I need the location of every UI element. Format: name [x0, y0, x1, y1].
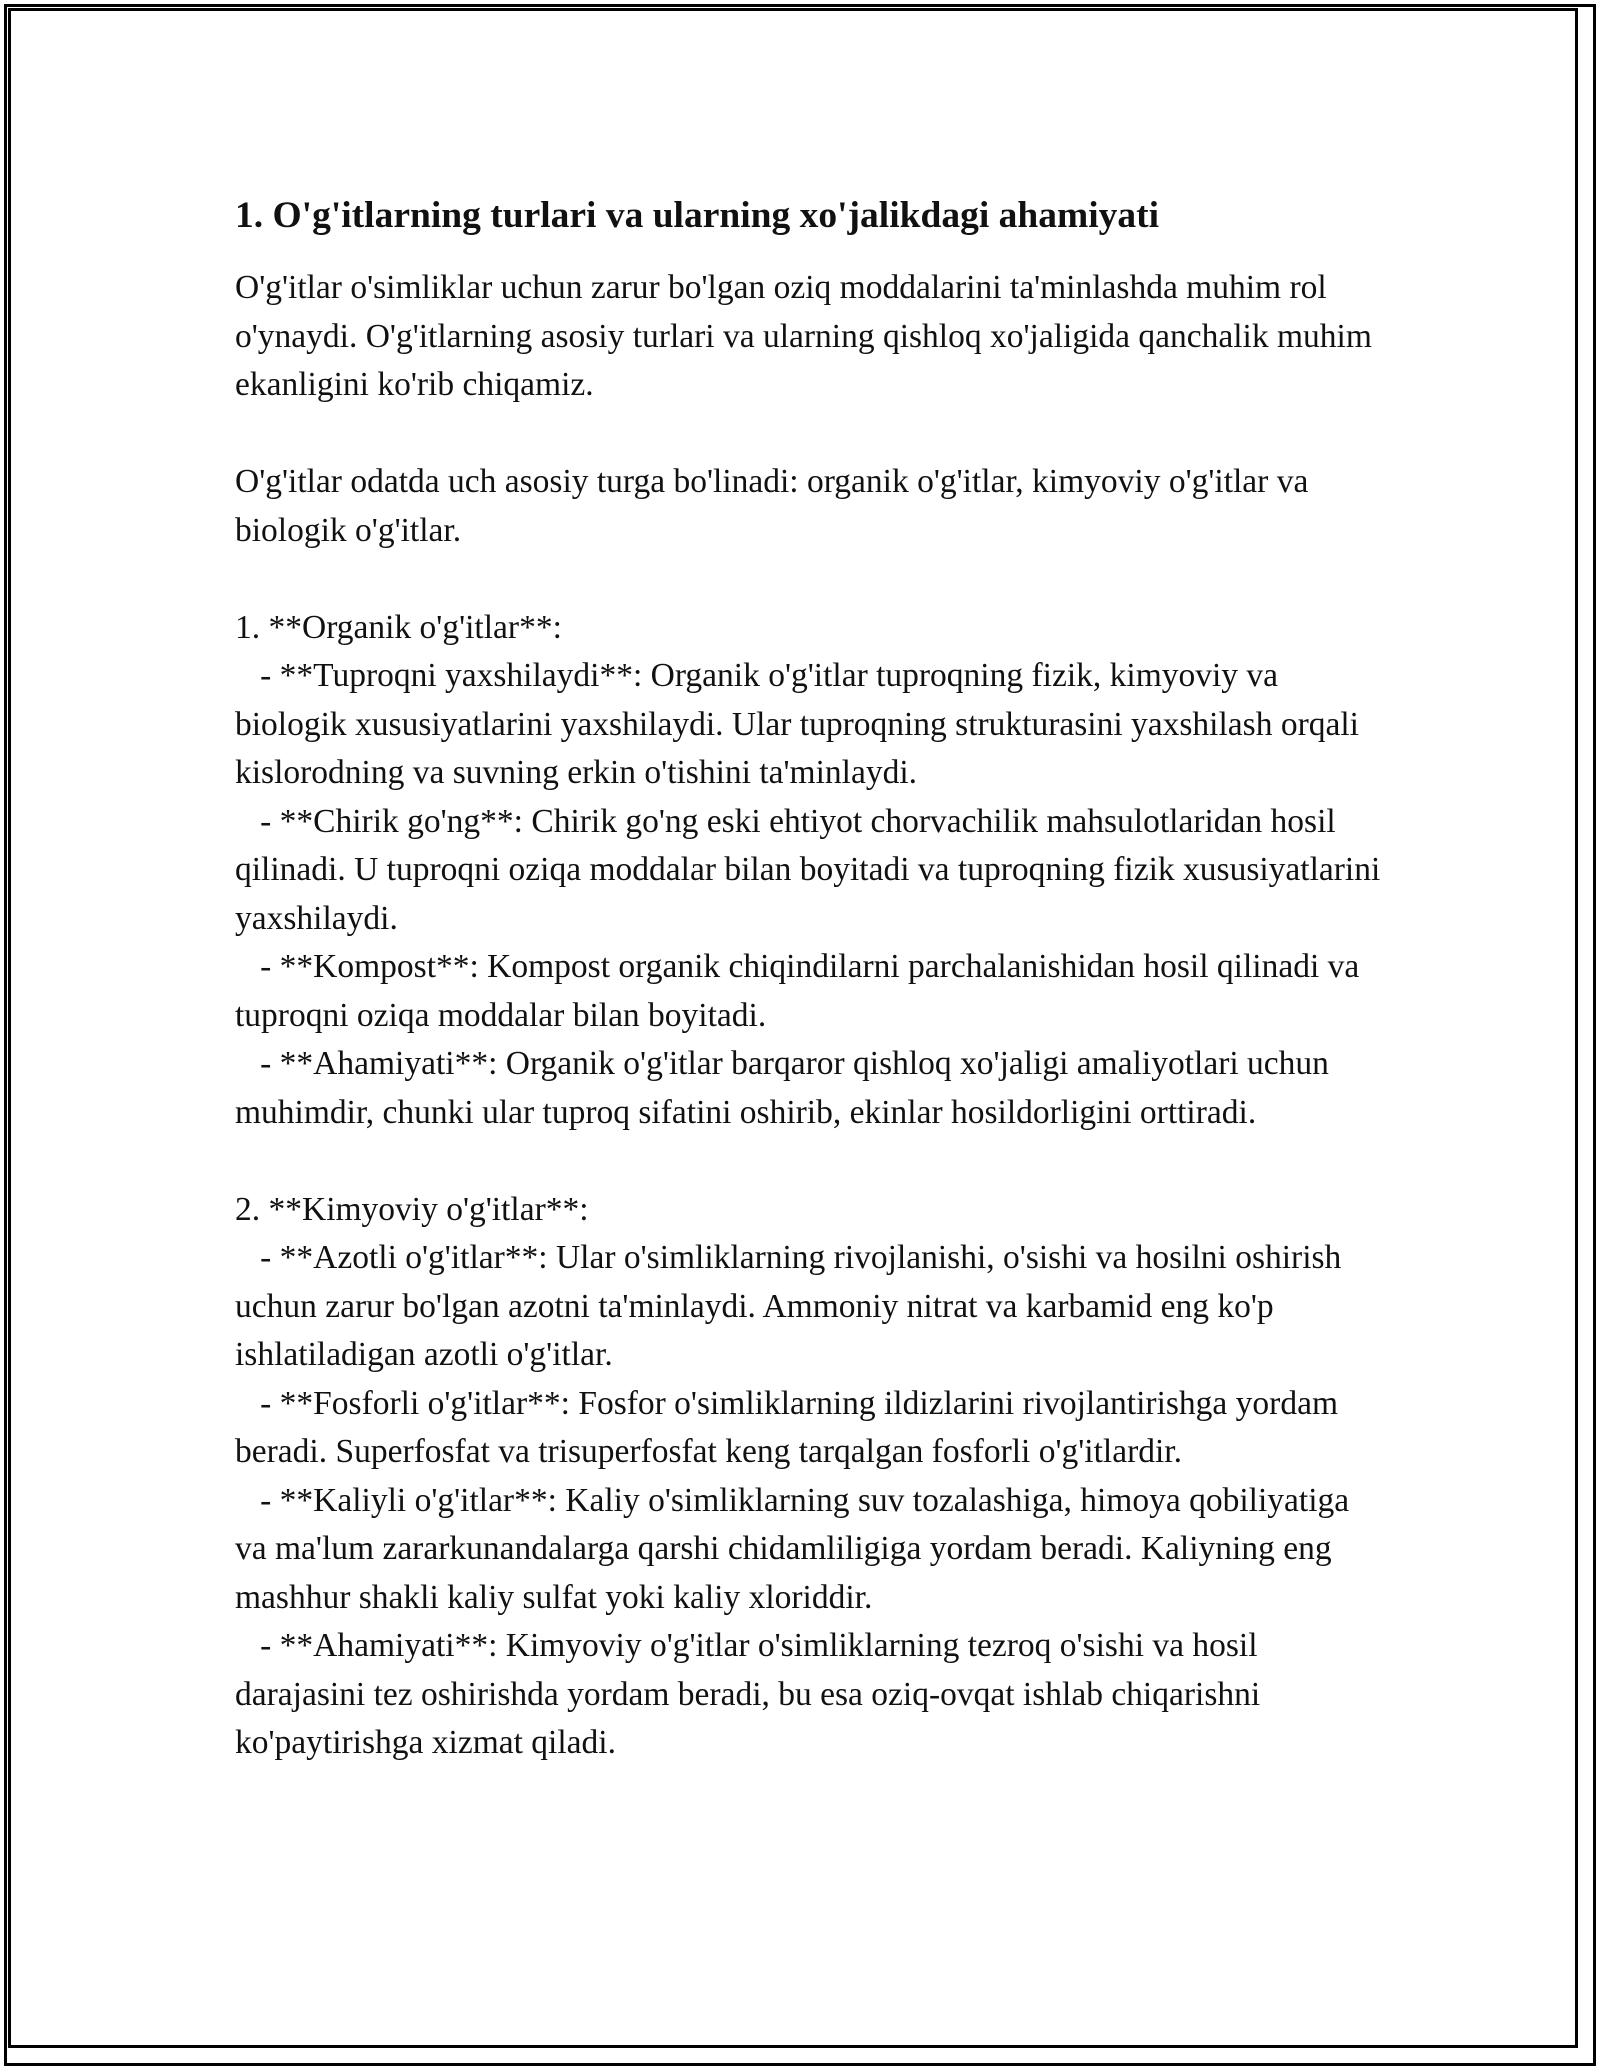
document-title: 1. O'g'itlarning turlari va ularning xo'jalikdagi ahamiyati	[235, 195, 1160, 236]
paragraph-spacer	[235, 555, 1385, 604]
list-item: - **Ahamiyati**: Kimyoviy o'g'itlar o'simliklarning tezroq o'sishi va hosil darajasini tez oshirishda yordam beradi, bu esa oziq-ovqat ishlab chiqarishni ko'paytirishga xizmat qiladi.	[235, 1627, 1269, 1761]
section-chemical	[235, 1186, 1385, 1768]
list-item: - **Kompost**: Kompost organik chiqindilarni parchalanishidan hosil qilinadi va tuproqni oziqa moddalar bilan boyitadi.	[235, 948, 1368, 1034]
section-heading: 2. **Kimyoviy o'g'itlar**:	[235, 1190, 589, 1228]
paragraph-spacer	[235, 410, 1385, 459]
list-item: - **Kaliyli o'g'itlar**: Kaliy o'simliklarning suv tozalashiga, himoya qobiliyatiga va ma'lum zararkunandalarga qarshi chidamliligiga yordam beradi. Kaliyning eng mashhur shakli kaliy sulfat yoki kaliy xloriddir.	[235, 1481, 1358, 1616]
list-item: - **Azotli o'g'itlar**: Ular o'simliklarning rivojlanishi, o'sishi va hosilni oshirish uchun zarur bo'lgan azotni ta'minlaydi. Ammoniy nitrat va karbamid eng ko'p ishlatiladigan azotli o'g'itlar.	[235, 1239, 1350, 1373]
intro-paragraph: O'g'itlar o'simliklar uchun zarur bo'lgan oziq moddalarini ta'minlashda muhim rol o'ynaydi. O'g'itlarning asosiy turlari va ularning qishloq xo'jaligida qanchalik muhim ekanligini ko'rib chiqamiz.	[235, 269, 1381, 403]
section-heading: 1. **Organik o'g'itlar**:	[235, 608, 562, 646]
list-item: - **Ahamiyati**: Organik o'g'itlar barqaror qishloq xo'jaligi amaliyotlari uchun muhimdir, chunki ular tuproq sifatini oshirib, ekinlar hosildorligini orttiradi.	[235, 1045, 1338, 1131]
section-organic	[235, 604, 1389, 1138]
paragraph-spacer	[235, 1137, 1385, 1186]
list-item: - **Fosforli o'g'itlar**: Fosfor o'simliklarning ildizlarini rivojlantirishga yordam beradi. Superfosfat va trisuperfosfat keng tarqalgan fosforli o'g'itlardir.	[235, 1384, 1347, 1470]
list-item: - **Chirik go'ng**: Chirik go'ng eski ehtiyot chorvachilik mahsulotlaridan hosil qilinadi. U tuproqni oziqa moddalar bilan boyitadi va tuproqning fizik xususiyatlarini yaxshilaydi.	[235, 802, 1389, 937]
list-item: - **Tuproqni yaxshilaydi**: Organik o'g'itlar tuproqning fizik, kimyoviy va biologik xususiyatlarini yaxshilaydi. Ular tuproqning strukturasini yaxshilash orqali kislorodning va suvning erkin o'tishini ta'minlaydi.	[235, 657, 1368, 791]
document-body	[235, 190, 1389, 1768]
intro-paragraph: O'g'itlar odatda uch asosiy turga bo'linadi: organik o'g'itlar, kimyoviy o'g'itlar va biologik o'g'itlar.	[235, 463, 1317, 549]
